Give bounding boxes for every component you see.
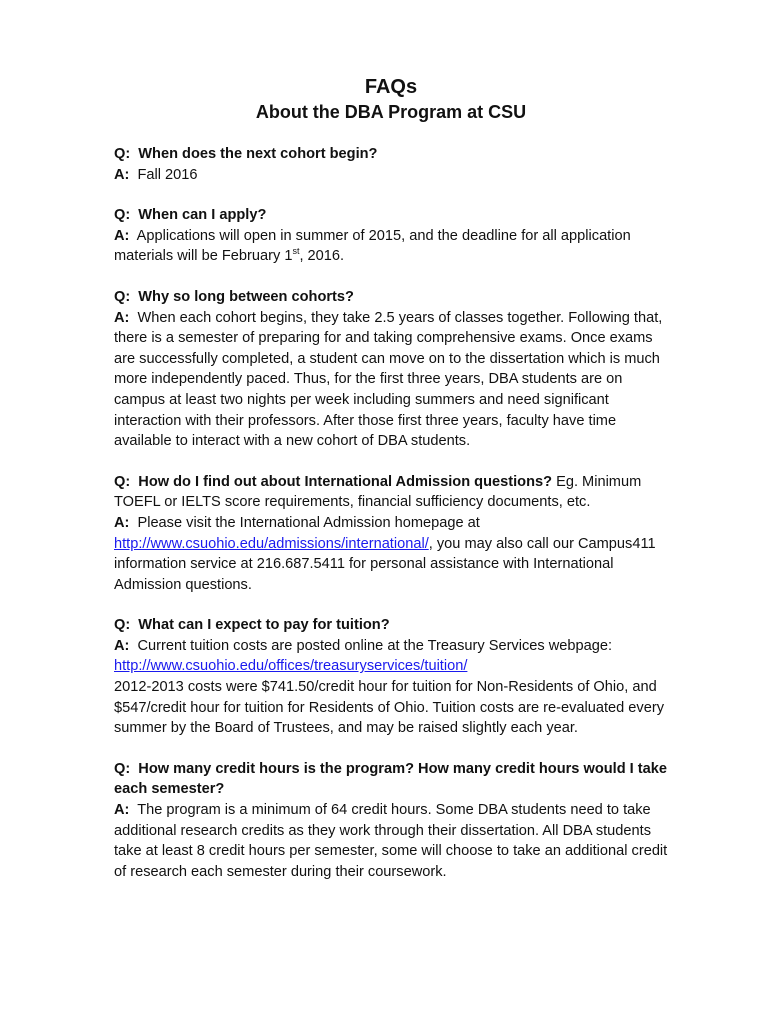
faq-answer [114, 308, 668, 452]
faq-item [114, 287, 668, 452]
question-prefix: Q: [114, 207, 131, 224]
answer-prefix: A: [114, 514, 130, 531]
answer-text: Applications will open in summer of 2015, and the deadline for all application materials will be February 1 [114, 227, 631, 265]
answer-prefix: A: [114, 166, 130, 183]
question-prefix: Q: [114, 617, 131, 634]
page-subtitle: About the DBA Program at CSU [255, 102, 527, 122]
faq-question [114, 287, 668, 308]
faq-answer [114, 513, 668, 595]
question-text: How many credit hours is the program? How many credit hours would I take each semester? [114, 760, 667, 798]
answer-text: The program is a minimum of 64 credit hours. Some DBA students need to take additional research credits as they work through their dissertation. All DBA students take at least 8 credit hours per semester, some will choose to take an additional credit of research each semester during their coursework. [114, 802, 668, 880]
answer-text-end: , you may also call our Campus411 information service at 216.687.5411 for personal assistance with International Admission questions. [114, 535, 656, 593]
faq-item [114, 615, 668, 739]
question-prefix: Q: [114, 146, 131, 162]
faq-answer [114, 800, 668, 882]
faq-item [114, 472, 668, 596]
faq-answer [114, 636, 668, 739]
answer-text-end: 2012-2013 costs were $741.50/credit hour for tuition for Non-Residents of Ohio, and $547/credit hour for tuition for Residents of Ohio. Tuition costs are re-evaluated every summer by the Board of Trustees, and may be raised slightly each year. [114, 679, 664, 737]
page-title: FAQs [364, 76, 418, 98]
answer-prefix: A: [114, 227, 130, 244]
ordinal-suffix: st [292, 246, 300, 257]
question-text: How do I find out about International Admission questions? [138, 473, 553, 490]
answer-text: Please visit the International Admission homepage at [137, 514, 480, 531]
faq-item [114, 759, 668, 883]
question-text: What can I expect to pay for tuition? [138, 617, 390, 634]
faq-question [114, 615, 668, 636]
faq-item [114, 205, 668, 267]
question-text: Why so long between cohorts? [138, 288, 354, 305]
answer-prefix: A: [114, 309, 130, 326]
question-prefix: Q: [114, 760, 131, 777]
faq-question [114, 472, 668, 513]
answer-text: Current tuition costs are posted online at the Treasury Services webpage: [137, 637, 613, 654]
faq-answer [114, 165, 668, 186]
question-text: When does the next cohort begin? [138, 146, 378, 162]
question-prefix: Q: [114, 288, 131, 305]
treasury-services-link[interactable]: http://www.csuohio.edu/offices/treasuryservices/tuition/ [114, 658, 468, 675]
answer-prefix: A: [114, 637, 130, 654]
answer-text: Fall 2016 [137, 166, 198, 183]
faq-question [114, 759, 668, 800]
faq-question [114, 144, 668, 165]
answer-text: When each cohort begins, they take 2.5 years of classes together. Following that, there is a semester of preparing for and taking comprehensive exams. Once exams are successfully completed, a student can move on to the dissertation which is much more independently paced. Thus, for the first three years, DBA students are on campus at least two nights per week including summers and need significant interaction with their professors. After those first three years, faculty have time available to interact with a new cohort of DBA students. [114, 309, 663, 450]
faq-question [114, 205, 668, 226]
faq-answer [114, 226, 668, 267]
faq-item [114, 144, 668, 185]
international-admission-link[interactable]: http://www.csuohio.edu/admissions/international/ [114, 535, 429, 552]
question-prefix: Q: [114, 473, 131, 490]
answer-text-end: , 2016. [299, 248, 345, 265]
question-detail: Eg. Minimum TOEFL or IELTS score requirements, financial sufficiency documents, etc. [114, 473, 642, 511]
question-text: When can I apply? [138, 207, 267, 224]
answer-prefix: A: [114, 802, 130, 819]
